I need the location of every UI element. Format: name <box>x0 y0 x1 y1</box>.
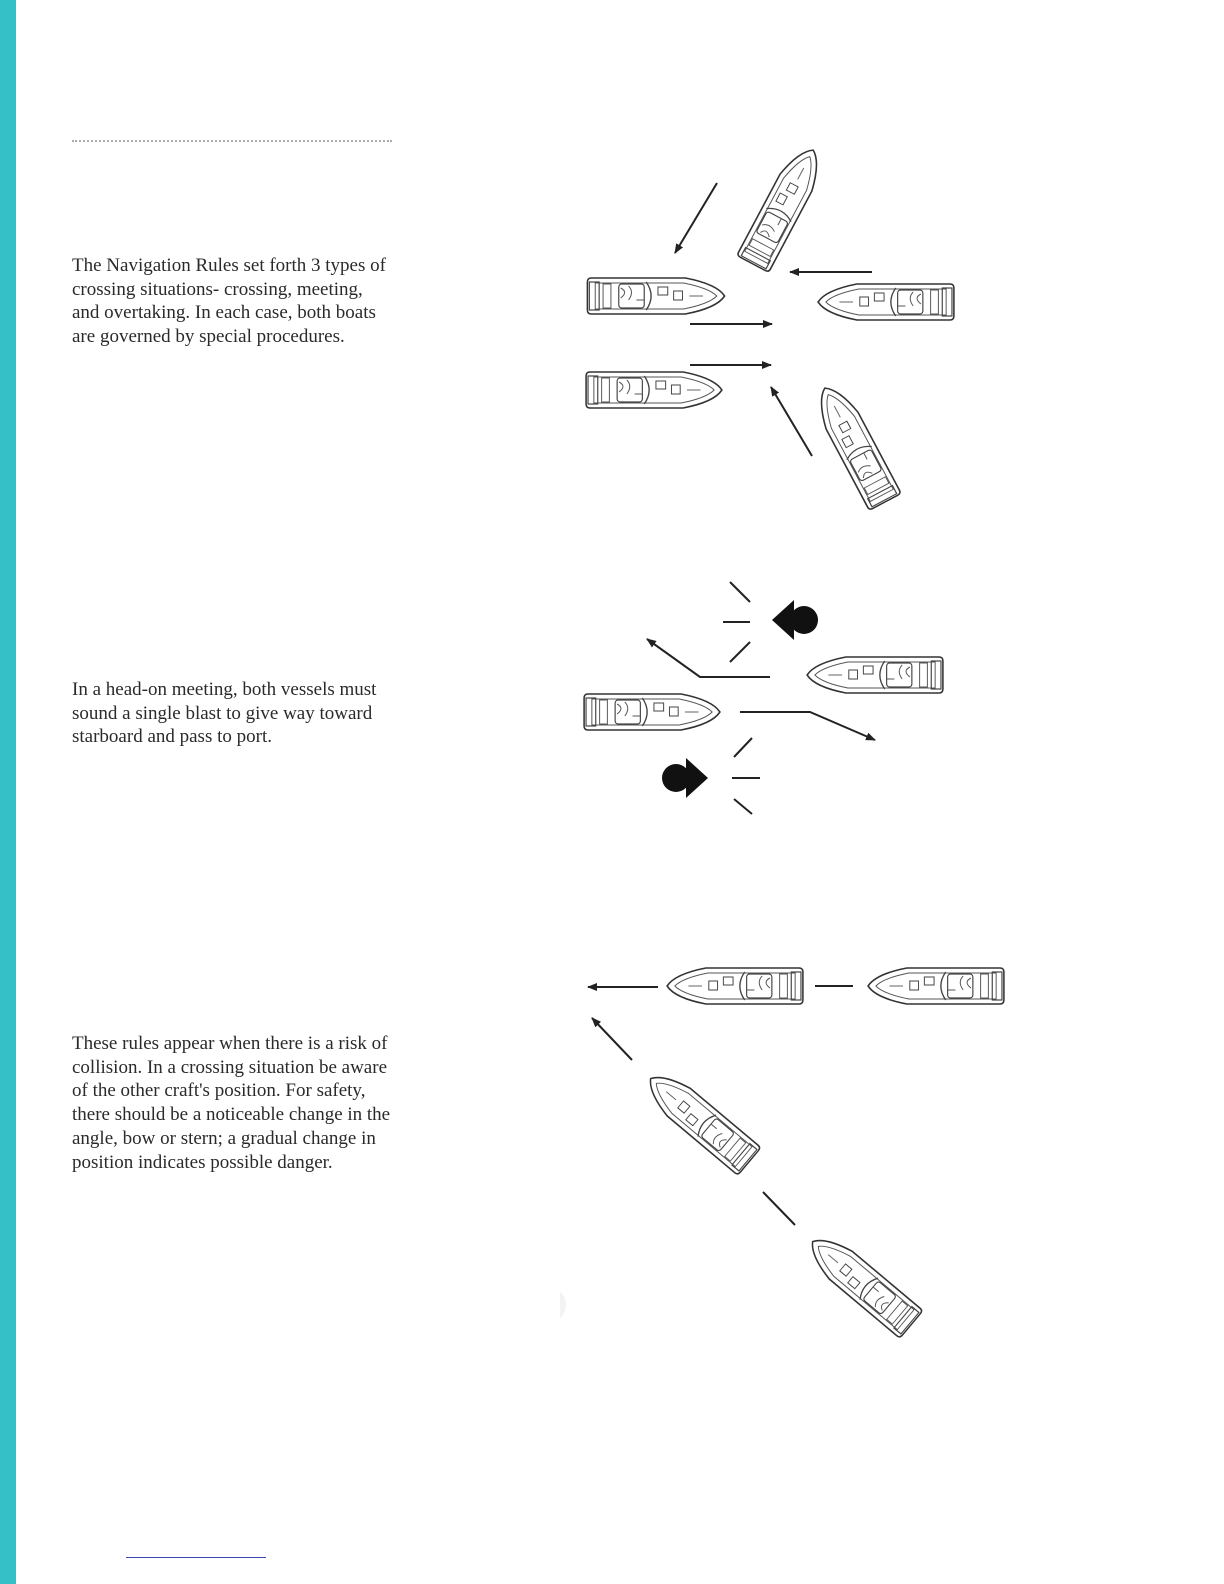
crossing-situations-diagram <box>560 140 1080 520</box>
boat-icon <box>818 284 954 320</box>
sound-signal-icon <box>662 738 760 814</box>
head-on-meeting-paragraph: In a head-on meeting, both vessels must sound a single blast to give way toward starboard and pass to port. <box>72 679 377 748</box>
direction-arrow-icon <box>675 183 717 253</box>
footer-link-underline <box>126 1557 266 1558</box>
crossing-types-paragraph: The Navigation Rules set forth 3 types of crossing situations- crossing, meeting, and overtaking. In each case, both boats are governed by special procedures. <box>72 255 386 348</box>
sidebar-accent-bar <box>0 0 16 1584</box>
faded-section-heading <box>72 140 392 150</box>
boat-icon <box>809 380 901 511</box>
direction-arrow-icon <box>740 712 875 740</box>
boat-icon <box>801 1228 923 1338</box>
risk-of-collision-paragraph: These rules appear when there is a risk of collision. In a crossing situation be aware of the other craft's position. For safety, there should be a noticeable change in the angle, bow or stern; a gradual change in position indicates possible danger. <box>72 1033 391 1173</box>
head-on-meeting-diagram <box>560 570 1080 830</box>
direction-arrow-icon <box>647 639 770 677</box>
boat-icon <box>807 657 943 693</box>
boat-icon <box>868 968 1004 1004</box>
boat-icon <box>586 372 722 408</box>
sound-signal-icon <box>723 582 818 662</box>
direction-arrow-icon <box>771 387 812 456</box>
overtaking-diagram <box>560 950 1080 1350</box>
boat-icon <box>667 968 803 1004</box>
boat-icon <box>737 142 829 273</box>
boat-icon <box>639 1065 761 1175</box>
faint-watermark-icon <box>560 1287 566 1323</box>
boat-icon <box>584 694 720 730</box>
direction-arrow-icon <box>592 1018 632 1060</box>
wake-line <box>763 1192 795 1225</box>
boat-icon <box>587 278 724 314</box>
